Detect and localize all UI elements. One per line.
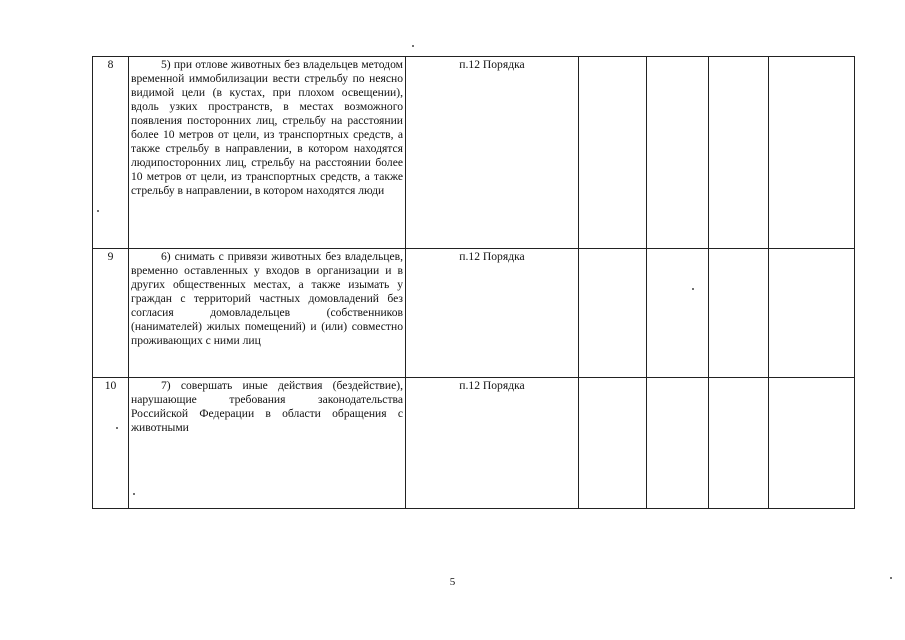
- page-number: 5: [449, 576, 456, 588]
- table-row: [93, 57, 855, 249]
- answer-na-cell: [709, 249, 769, 378]
- answer-no-cell: [647, 57, 709, 249]
- answer-yes-cell: [579, 57, 647, 249]
- checklist-table: [92, 56, 855, 509]
- scan-speck: [97, 210, 99, 212]
- scan-speck: [133, 493, 135, 495]
- scan-speck: [412, 45, 414, 47]
- table-row: [93, 378, 855, 509]
- requirement-cell: [129, 57, 406, 249]
- row-number: 10: [93, 378, 129, 509]
- reference-cell: п.12 Порядка: [406, 57, 579, 249]
- answer-no-cell: [647, 249, 709, 378]
- reference-cell: п.12 Порядка: [406, 378, 579, 509]
- table-row: [93, 249, 855, 378]
- row-number: 9: [93, 249, 129, 378]
- scan-speck: [890, 577, 892, 579]
- requirement-text: 6) снимать с привязи животных без владельцев, временно оставленных у входов в организации и в других общественных местах, а также изымать у граждан с территорий частных домовладений без согласия домовладельцев (собственников (нанимателей) жилых помещений) и (или) совместно проживающих с ними лиц: [131, 250, 403, 347]
- answer-yes-cell: [579, 378, 647, 509]
- row-number: 8: [93, 57, 129, 249]
- note-cell: [769, 249, 855, 378]
- note-cell: [769, 57, 855, 249]
- scan-speck: [692, 288, 694, 290]
- reference-cell: п.12 Порядка: [406, 249, 579, 378]
- answer-na-cell: [709, 57, 769, 249]
- answer-no-cell: [647, 378, 709, 509]
- answer-na-cell: [709, 378, 769, 509]
- requirement-text: 5) при отлове животных без владельцев методом временной иммобилизации вести стрельбу по неясно видимой цели (в кустах, при плохом освещении), вдоль узких пространств, в местах возможного появления посторонних лиц, стрельбу на расстоянии более 10 метров от цели, из транспортных средств, а также стрельбу в направлении, в котором находятся людипосторонних лиц, стрельбу на расстоянии более 10 метров от цели, из транспортных средств, а также стрельбу в направлении, в котором находятся люди: [131, 58, 403, 197]
- scan-speck: [116, 427, 118, 429]
- requirement-cell: [129, 378, 406, 509]
- note-cell: [769, 378, 855, 509]
- answer-yes-cell: [579, 249, 647, 378]
- requirement-cell: [129, 249, 406, 378]
- requirement-text: 7) совершать иные действия (бездействие), нарушающие требования законодательства Российской Федерации в области обращения с животными: [131, 379, 403, 434]
